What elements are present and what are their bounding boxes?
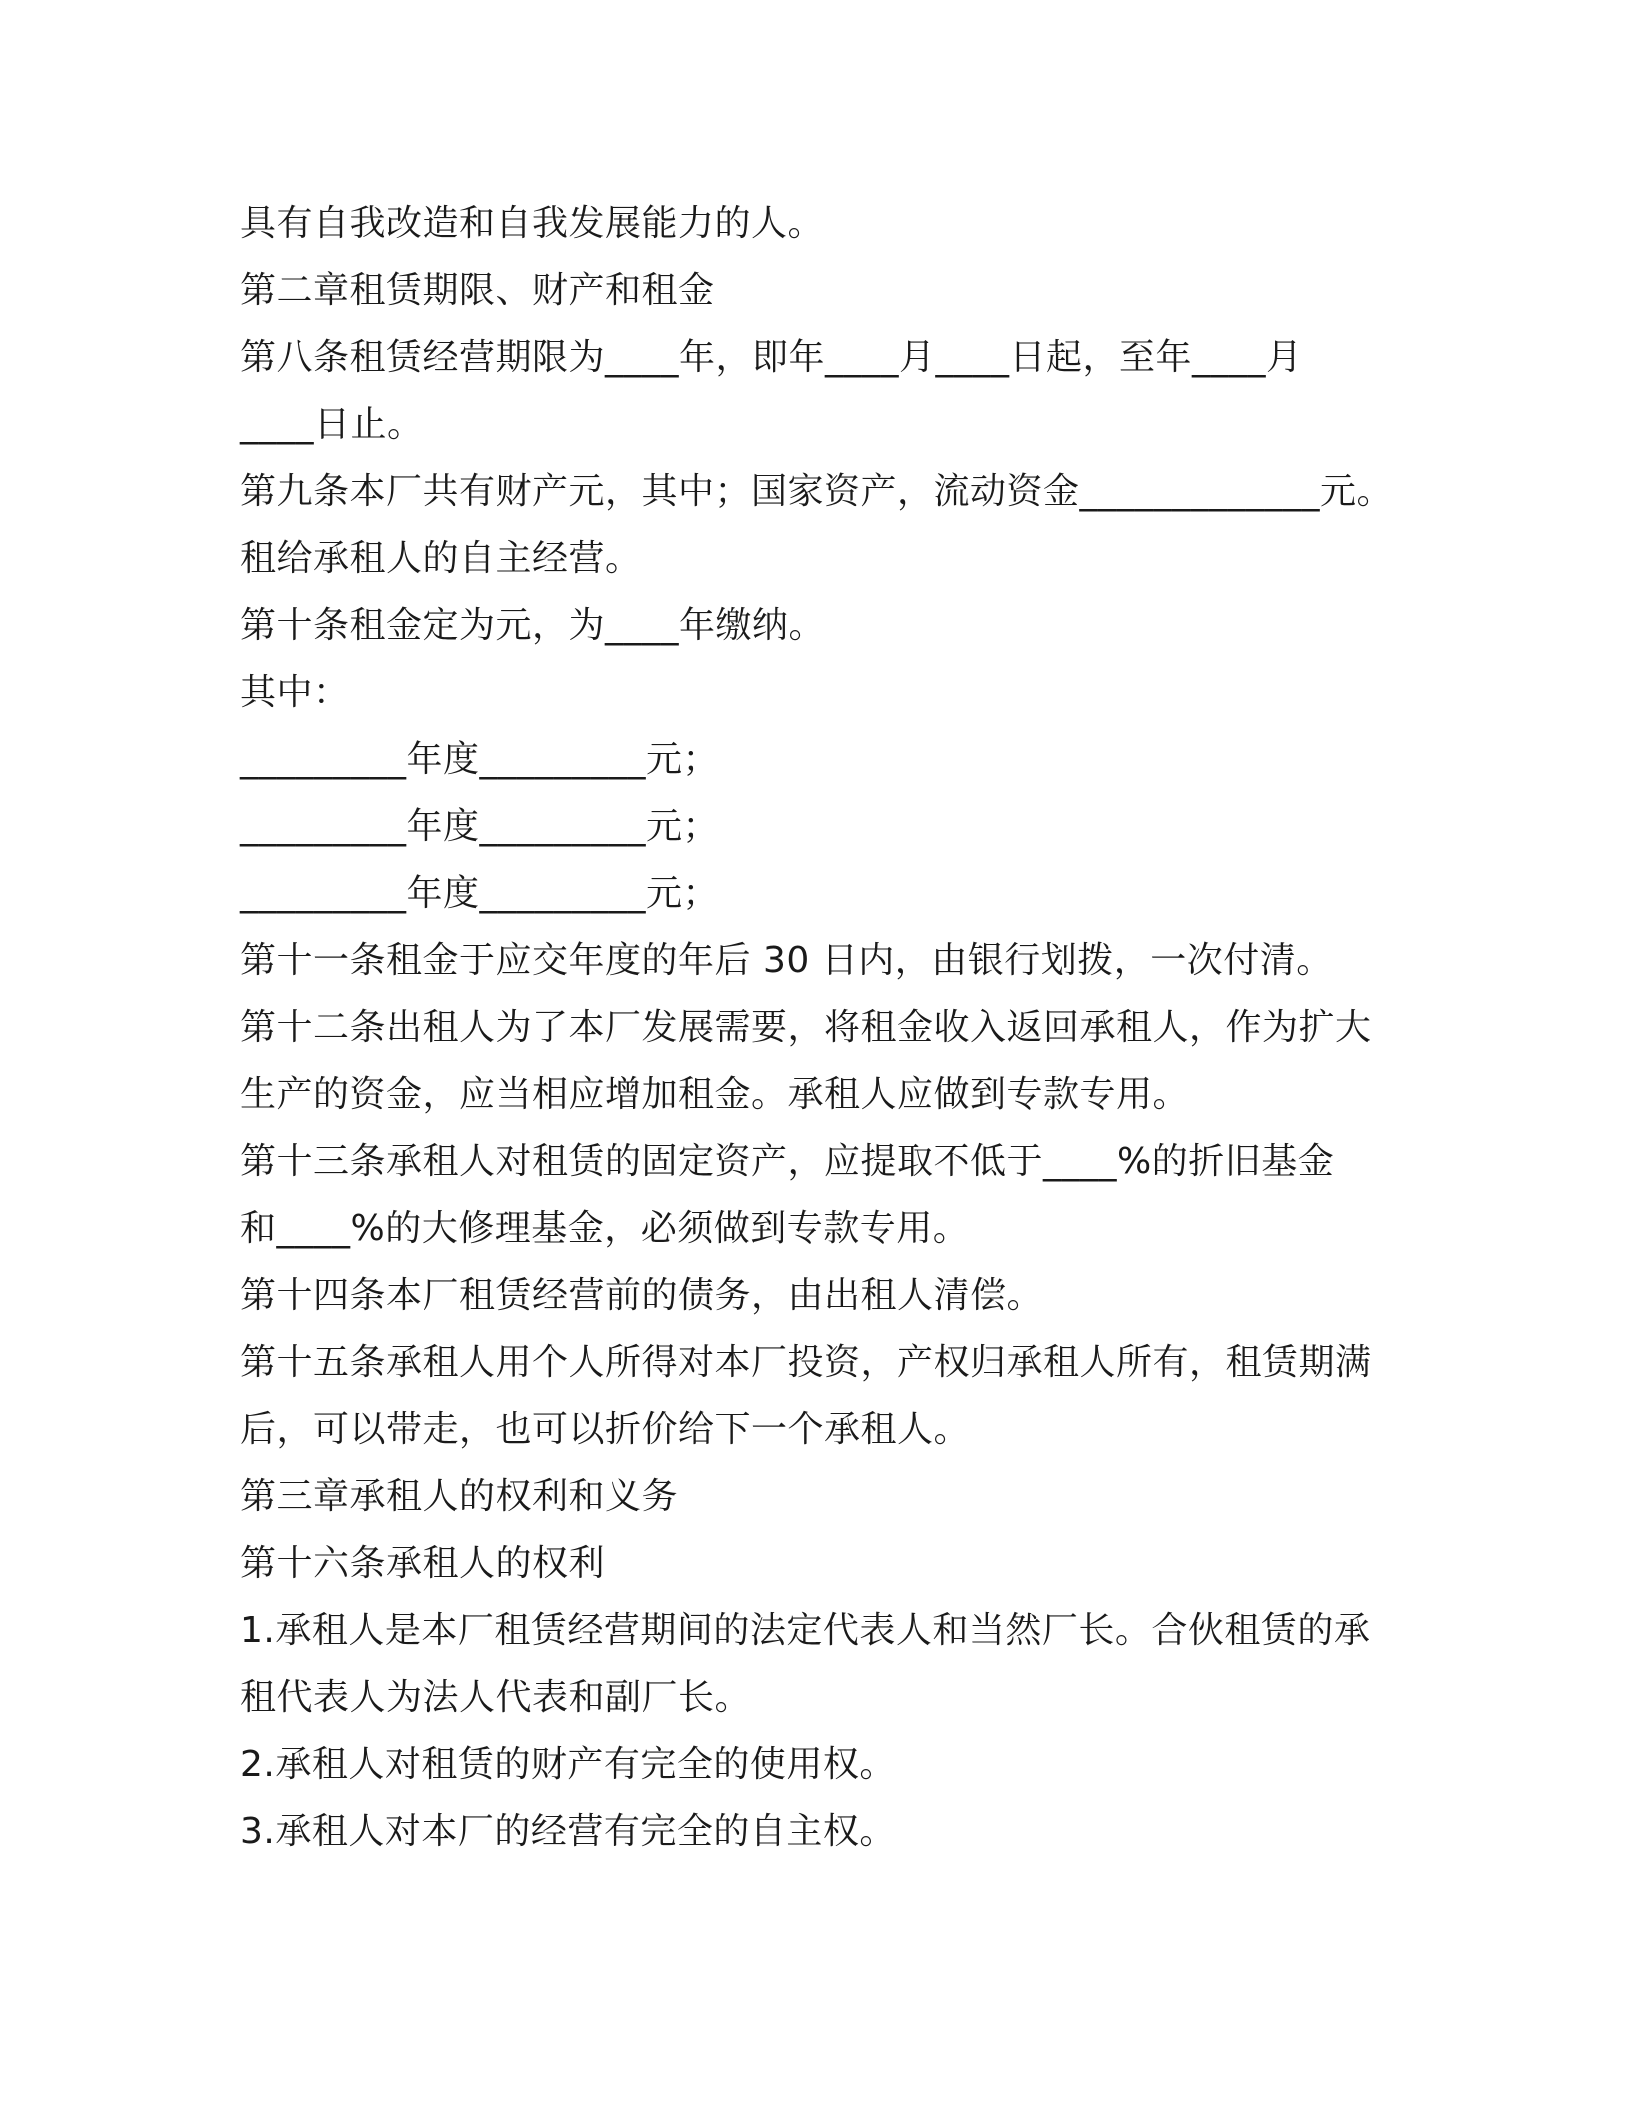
chapter-heading: 第三章承租人的权利和义务 <box>240 1476 679 1517</box>
text-line: 第十一条租金于应交年度的年后 30 日内，由银行划拨，一次付清。 <box>240 940 1333 981</box>
text-line: _________年度_________元； <box>240 873 720 914</box>
text-line: 租代表人为法人代表和副厂长。 <box>240 1677 752 1718</box>
text-line: 租给承租人的自主经营。 <box>240 538 642 579</box>
text-line: 后，可以带走，也可以折价给下一个承租人。 <box>240 1409 971 1450</box>
text-line: _________年度_________元； <box>240 739 720 780</box>
text-line: 第八条租赁经营期限为____年，即年____月____日起，至年____月 <box>240 337 1303 378</box>
text-line: 1.承租人是本厂租赁经营期间的法定代表人和当然厂长。合伙租赁的承 <box>240 1610 1371 1651</box>
text-line: 2.承租人对租赁的财产有完全的使用权。 <box>240 1744 896 1785</box>
text-line: 第十六条承租人的权利 <box>240 1543 606 1584</box>
text-line: 其中： <box>240 672 350 713</box>
text-line: 和____%的大修理基金，必须做到专款专用。 <box>240 1208 970 1249</box>
text-line: 生产的资金，应当相应增加租金。承租人应做到专款专用。 <box>240 1074 1190 1115</box>
chapter-heading: 第二章租赁期限、财产和租金 <box>240 270 715 311</box>
text-line: 第十条租金定为元，为____年缴纳。 <box>240 605 826 646</box>
text-line: 3.承租人对本厂的经营有完全的自主权。 <box>240 1811 896 1852</box>
text-line: 第十二条出租人为了本厂发展需要，将租金收入返回承租人，作为扩大 <box>240 1007 1372 1048</box>
text-line: 具有自我改造和自我发展能力的人。 <box>240 203 825 244</box>
text-line: 第十五条承租人用个人所得对本厂投资，产权归承租人所有，租赁期满 <box>240 1342 1372 1383</box>
text-line: 第九条本厂共有财产元，其中；国家资产，流动资金_____________元。 <box>240 471 1394 512</box>
text-line: ____日止。 <box>240 404 424 445</box>
text-line: 第十三条承租人对租赁的固定资产，应提取不低于____%的折旧基金 <box>240 1141 1335 1182</box>
text-line: 第十四条本厂租赁经营前的债务，由出租人清偿。 <box>240 1275 1044 1316</box>
document-body <box>240 190 1400 1865</box>
text-line: _________年度_________元； <box>240 806 720 847</box>
